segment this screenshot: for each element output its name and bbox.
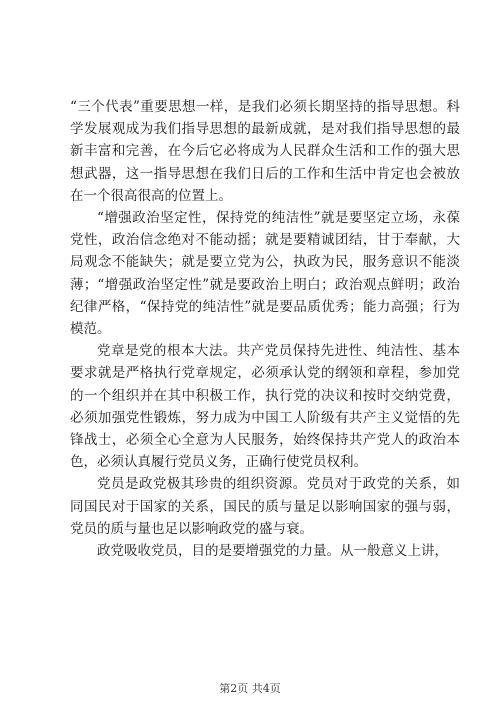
paragraph-4: 党员是政党极其珍贵的组织资源。党员对于政党的关系，如同国民对于国家的关系，国民的质与量足以影响国家的强与弱，党员的质与量也足以影响政党的盛与衰。 [70, 476, 460, 537]
paragraph-3: 党章是党的根本大法。共产党员保持先进性、纯洁性、基本要求就是严格执行党章规定，必须承认党的纲领和章程，参加党的一个组织并在其中积极工作，执行党的决议和按时交纳党费，必须加强党性锻炼，努力成为中国工人阶级有共产主义觉悟的先锋战士，必须全心全意为人民服务，始终保持共产党人的政治本色，必须认真履行党员义务，正确行使党员权利。 [70, 343, 460, 471]
paragraph-2: “增强政治坚定性，保持党的纯洁性”就是要坚定立场，永葆党性，政治信念绝对不能动摇；就是要精诚团结，甘于奉献，大局观念不能缺失；就是要立党为公，执政为民，服务意识不能淡薄；“增强政治坚定性”就是要政治上明白；政治观点鲜明；政治纪律严格，“保持党的纯洁性”就是要品质优秀；能力高强；行为模范。 [70, 210, 460, 338]
paragraph-1: “三个代表”重要思想一样，是我们必须长期坚持的指导思想。科学发展观成为我们指导思想的最新成就，是对我们指导思想的最新丰富和完善，在今后它必将成为人民群众生活和工作的强大思想武器，这一指导思想在我们日后的工作和生活中肯定也会被放在一个很高很高的位置上。 [70, 99, 460, 204]
paragraph-5: 政党吸收党员，目的是要增强党的力量。从一般意义上讲， [97, 543, 448, 560]
page-footer: 第2页 共4页 [219, 682, 281, 695]
